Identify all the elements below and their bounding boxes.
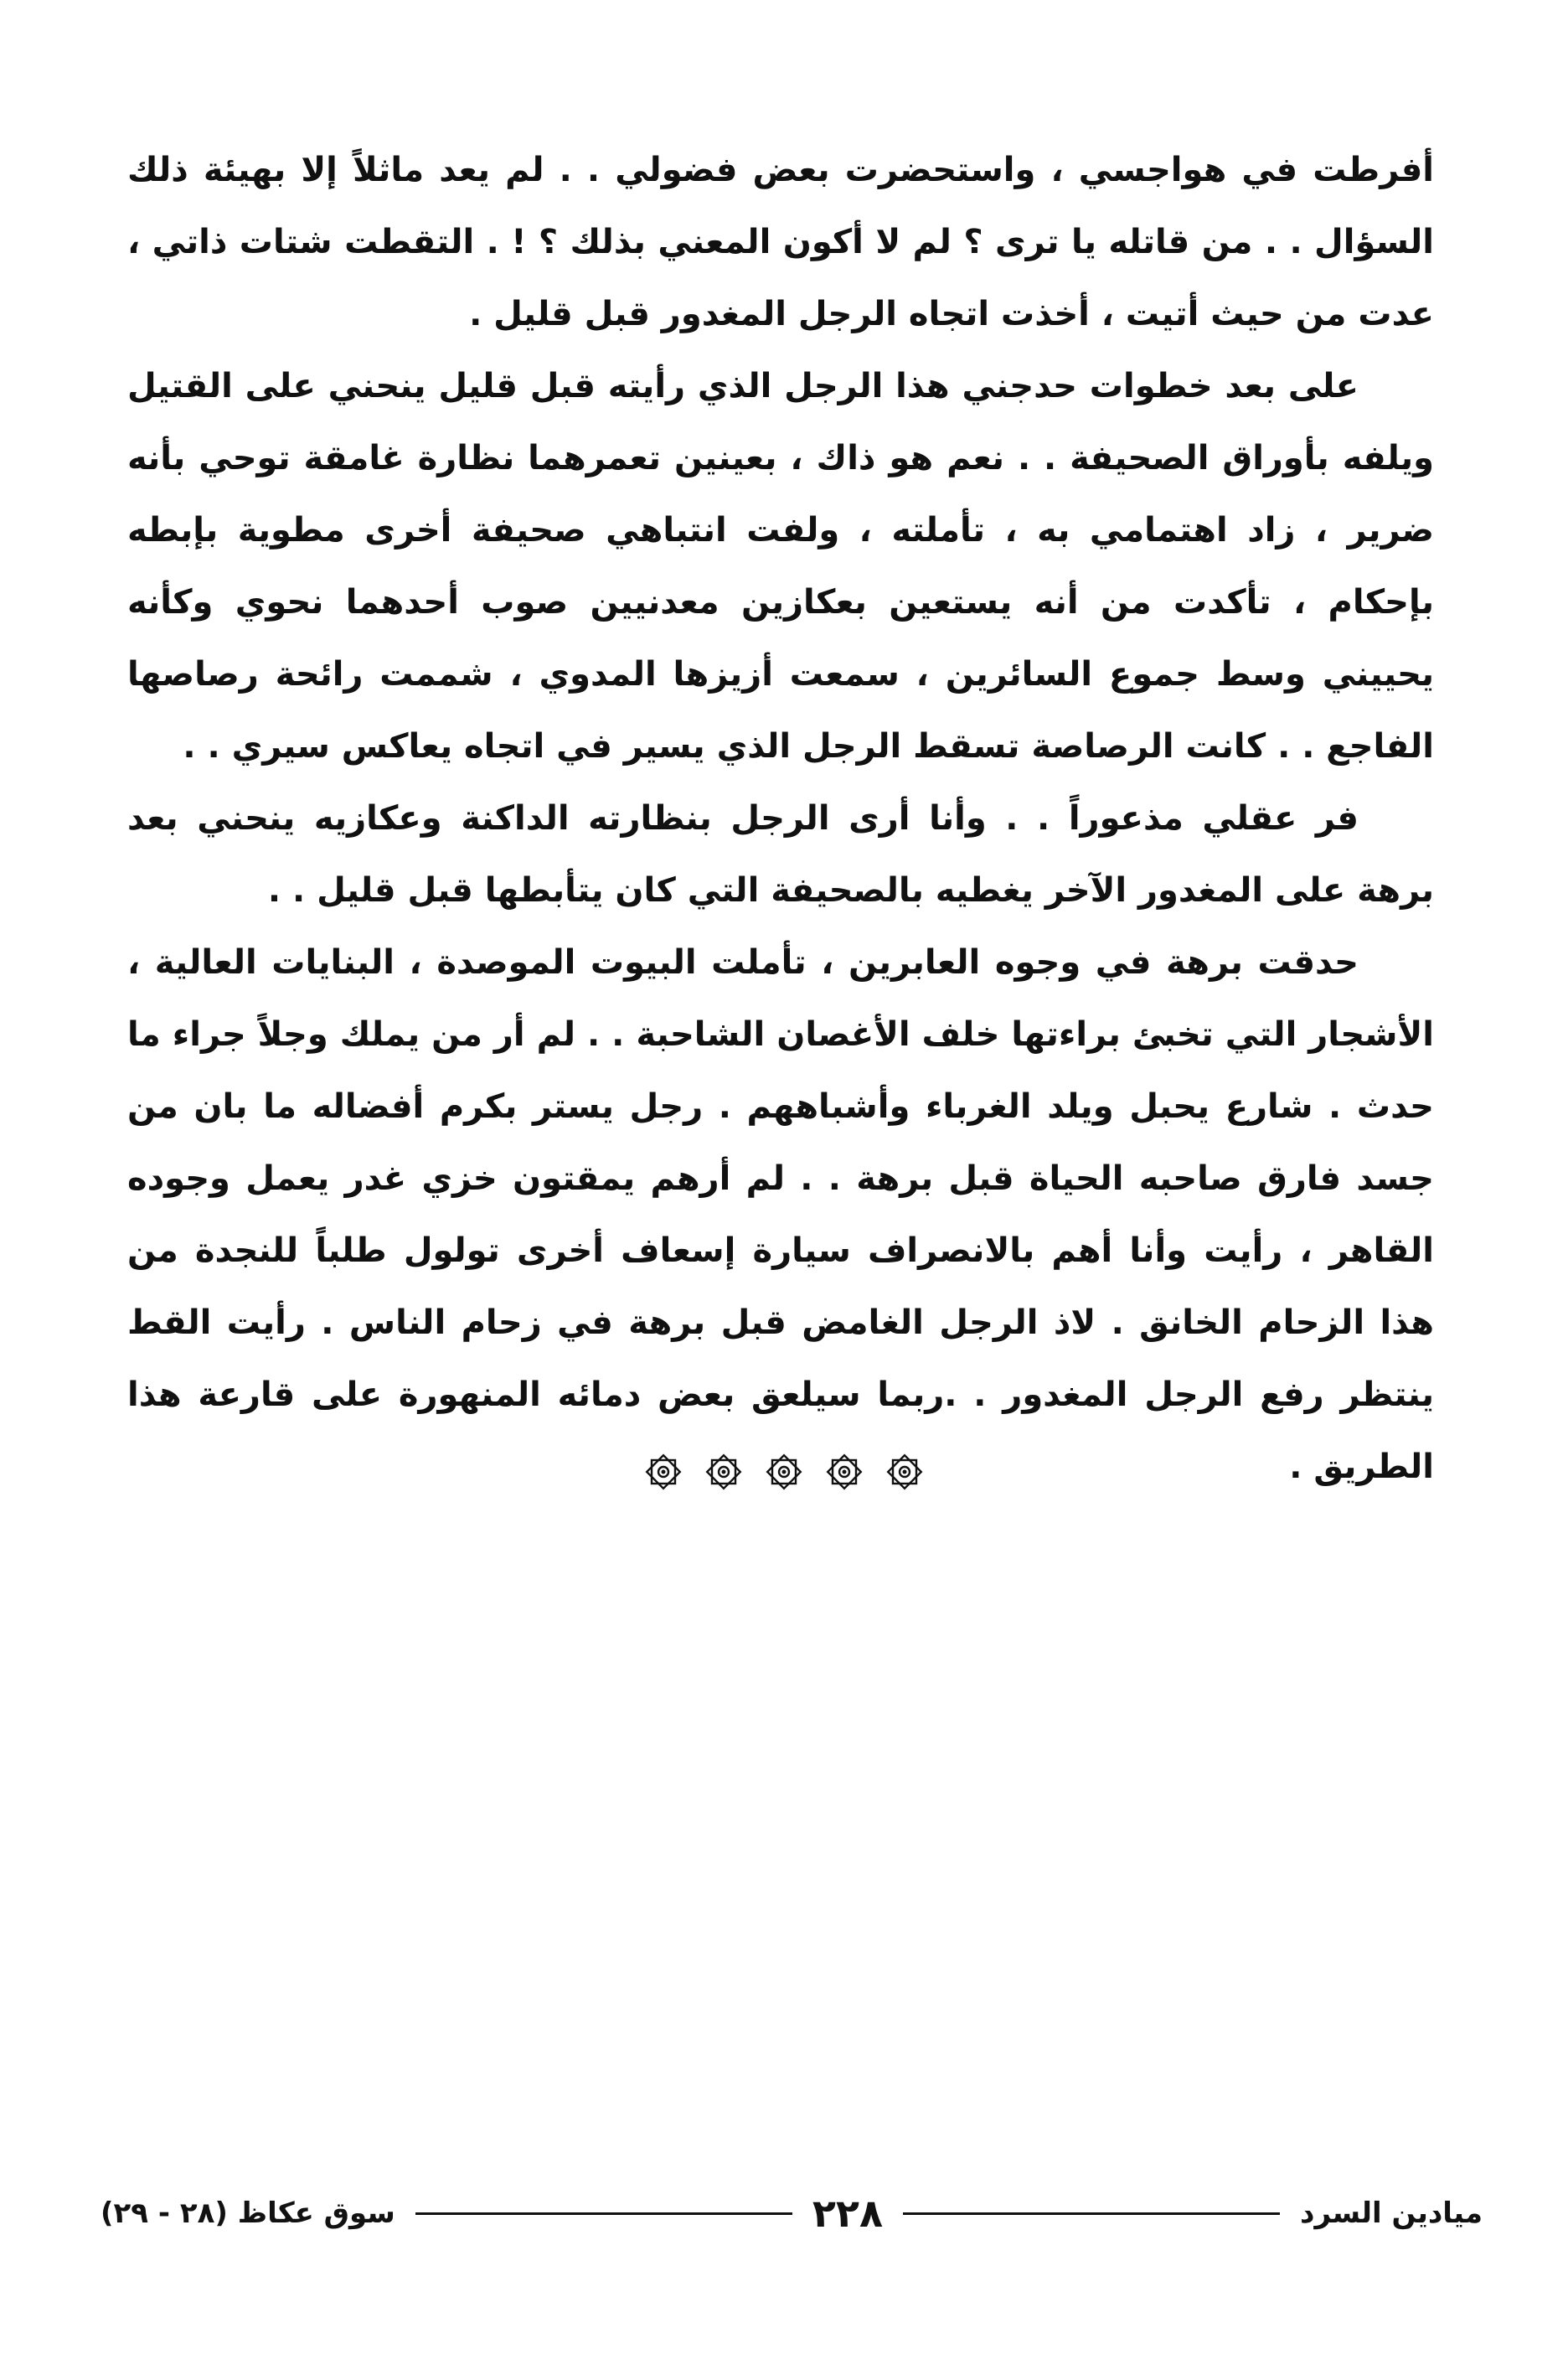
paragraph-2: على بعد خطوات حدجني هذا الرجل الذي رأيته قبل قليل ينحني على القتيل ويلفه بأوراق الصحيفة . . نعم هو ذاك ، بعينين تعمرهما نظارة غامقة توحي بأنه ضرير ، زاد اهتمامي به ، تأملته ، ولفت انتباهي صحيفة أخرى مطوية بإبطه بإحكام ، تأكدت من أنه يستعين بعكازين معدنيين صوب أحدهما نحوي وكأنه يحييني وسط جموع السائرين ، سمعت أزيزها المدوي ، شممت رائحة رصاصها الفاجع . . كانت الرصاصة تسقط الرجل الذي يسير في اتجاه يعاكس سيري . .: [127, 367, 1434, 766]
arabesque-star-icon: [884, 1451, 926, 1493]
arabesque-star-icon: [703, 1451, 745, 1493]
paragraph-3: فر عقلي مذعوراً . . وأنا أرى الرجل بنظارته الداكنة وعكازيه ينحني بعد برهة على المغدور الآخر يغطيه بالصحيفة التي كان يتأبطها قبل قليل . .: [127, 799, 1434, 910]
book-title: ميادين السرد: [1300, 2196, 1483, 2230]
arabesque-star-icon: [823, 1451, 865, 1493]
arabesque-star-icon: [763, 1451, 805, 1493]
story-text: [127, 134, 1434, 1503]
footer-rule-right: [903, 2212, 1280, 2215]
page-footer: [101, 2188, 1483, 2238]
paragraph-1: أفرطت في هواجسي ، واستحضرت بعض فضولي . . لم يعد ماثلاً إلا بهيئة ذلك السؤال . . من قاتله يا ترى ؟ لم لا أكون المعني بذلك ؟ ! . التقطت شتات ذاتي ، عدت من حيث أتيت ، أخذت اتجاه الرجل المغدور قبل قليل .: [127, 151, 1434, 333]
arabesque-star-icon: [642, 1451, 684, 1493]
journal-issue: سوق عكاظ (٢٨ - ٢٩): [101, 2196, 395, 2230]
section-divider: [0, 1451, 1568, 1493]
footer-rule-left: [415, 2212, 792, 2215]
paragraph-4: حدقت برهة في وجوه العابرين ، تأملت البيوت الموصدة ، البنايات العالية ، الأشجار التي تخبئ براءتها خلف الأغصان الشاحبة . . لم أر من يملك وجلاً جراء ما حدث . شارع يحبل ويلد الغرباء وأشباههم . رجل يستر بكرم أفضاله ما بان من جسد فارق صاحبه الحياة قبل برهة . . لم أرهم يمقتون خزي غدر يعمل وجوده القاهر ، رأيت وأنا أهم بالانصراف سيارة إسعاف أخرى تولول طلباً للنجدة من هذا الزحام الخانق . لاذ الرجل الغامض قبل برهة في زحام الناس . رأيت القط ينتظر رفع الرجل المغدور . .ربما سيلعق بعض دمائه المنهورة على قارعة هذا الطريق .: [127, 943, 1434, 1486]
page-number: ٢٢٨: [812, 2191, 884, 2236]
